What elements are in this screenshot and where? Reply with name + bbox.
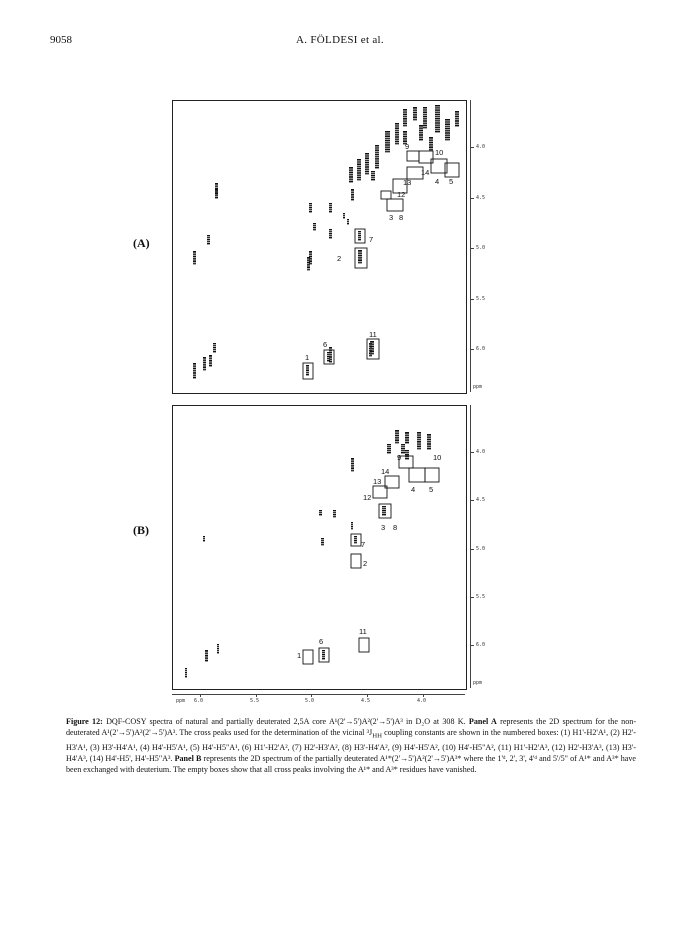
box-number: 7 (361, 540, 366, 549)
cross-peak (354, 536, 357, 543)
cross-peak (217, 644, 219, 653)
diagonal-peak (401, 444, 405, 453)
diagonal-peak (455, 111, 459, 126)
box-number: 4 (435, 177, 440, 186)
f1-tick-label: 5.0 (476, 245, 486, 251)
numbered-box (425, 468, 439, 482)
box-number: 3 (381, 523, 386, 532)
f2-axis-line (172, 694, 465, 695)
f1-tick-label: 6.0 (476, 642, 486, 648)
spectrum-panel-b (172, 405, 467, 690)
box-number: 12 (363, 493, 372, 502)
box-number: 8 (399, 213, 404, 222)
f1-tick (470, 452, 474, 453)
box-number: 10 (433, 453, 442, 462)
diagonal-peak (395, 430, 399, 443)
box-number: 14 (381, 467, 390, 476)
f2-tick-label: 4.0 (417, 698, 427, 704)
numbered-box (359, 638, 369, 652)
running-head: A. FÖLDESI et al. (296, 34, 384, 46)
f1-tick-label: 4.5 (476, 194, 486, 201)
box-number: 13 (403, 178, 412, 187)
panel-b-label: (B) (133, 523, 149, 537)
f1-unit-label: ppm (473, 680, 483, 686)
f1-tick-label: 4.5 (476, 497, 486, 504)
caption-text-1: DQF-COSY spectra of natural and partially deuterated 2,5A core A¹(2'→5')A²(2'→5')A³ in D₂O at 308 K. (106, 717, 466, 726)
box-number: 2 (337, 254, 342, 263)
box-number: 11 (359, 627, 367, 636)
diagonal-peak (435, 105, 440, 132)
cross-peak (347, 219, 349, 224)
box-number: 6 (319, 637, 324, 646)
diagonal-peak (403, 109, 407, 126)
f1-tick-label: 5.0 (476, 545, 486, 552)
f1-tick (470, 549, 474, 550)
diagonal-peak (423, 107, 427, 128)
box-number: 3 (389, 213, 394, 222)
page-number: 9058 (50, 34, 72, 46)
spectrum-b-plot (173, 406, 466, 689)
cross-peak (351, 189, 354, 200)
cross-peak (203, 536, 205, 541)
diagonal-peak (387, 444, 391, 453)
cross-peak (358, 231, 361, 240)
f2-tick (256, 694, 257, 697)
diagonal-peak (351, 458, 354, 471)
figure-caption (66, 716, 636, 776)
box-number: 2 (363, 559, 368, 568)
diagonal-peak (413, 107, 417, 120)
caption-figure-label: Figure 12: (66, 717, 103, 726)
f1-tick-label: 6.0 (476, 346, 486, 352)
cross-peak (309, 203, 312, 212)
box-number: 5 (449, 177, 454, 186)
panel-a-label: (A) (133, 236, 150, 250)
f1-tick (470, 645, 474, 646)
cross-peak (351, 522, 353, 529)
box-number: 5 (429, 485, 434, 494)
cross-peak (203, 357, 206, 370)
f2-tick (367, 694, 368, 697)
cross-peak (382, 506, 386, 515)
diagonal-peak (385, 131, 390, 152)
cross-peak (185, 668, 187, 677)
diagonal-peak (375, 145, 379, 168)
diagonal-peak (357, 159, 361, 180)
box-number: 4 (411, 485, 416, 494)
diagonal-peak (417, 432, 421, 449)
cross-peak (306, 365, 309, 375)
box-number: 9 (397, 453, 402, 462)
numbered-box (381, 191, 391, 199)
f2-tick-label: 5.5 (250, 698, 260, 704)
box-number: 13 (373, 477, 382, 486)
f2-tick-label: 4.5 (361, 698, 371, 704)
numbered-box (351, 554, 361, 568)
caption-panel-b-label: Panel B (174, 754, 202, 764)
cross-peak (205, 650, 208, 661)
diagonal-peak (405, 450, 409, 459)
diagonal-peak (427, 434, 431, 449)
box-number: 8 (393, 523, 398, 532)
f2-tick (200, 694, 201, 697)
box-number: 1 (297, 651, 302, 660)
numbered-box (303, 650, 313, 664)
caption-subscript: HH (372, 732, 382, 740)
caption-panel-a-label: Panel A (468, 717, 497, 726)
f1-tick-label: 4.0 (476, 144, 486, 150)
f1-unit-label: ppm (473, 384, 483, 390)
caption-text-2: represents the 2D spectrum for the non-deuterated A¹(2'→5')A²(2'→5')A³. The cross peaks used for the determination of the vicinal ³J (66, 717, 637, 738)
f1-tick (470, 349, 474, 350)
caption-text-3: coupling constants are shown in the numbered boxes: (1) H1'-H2'A¹, (2) H2'-H3'A¹, (3) H3'-H4'A¹, (4) H4'-H5'A¹, (5) H4'-H5"A¹, (6) H1'-H2'A², (7) H2'-H3'A², (8) H3'-H4'A², (9) H4'-H5'A², (10) H4'-H5"A², (11) H1'-H2'A³, (12) H2'-H3'A³, (13) H3'-H4'A³, (14) H4'-H5', H4'-H5"A³. (66, 728, 636, 764)
f1-tick-label: 4.0 (476, 449, 486, 455)
f2-tick (311, 694, 312, 697)
caption-text-4: represents the 2D spectrum of the partially deuterated A¹*(2'→5')A²(2'→5')A³* where the 1'ᵈ, 2', 3', 4'ᵈ and 5'/5" of A¹* and A³* have been exchanged with deuterium. The empty boxes show that all cross peaks involving the A¹* and A³* residues have vanished. (66, 754, 637, 775)
numbered-box (409, 468, 425, 482)
cross-peak (358, 250, 362, 263)
box-number: 9 (405, 142, 410, 151)
f2-unit-label: ppm (176, 698, 186, 704)
numbered-box (387, 199, 403, 211)
cross-peak (207, 235, 210, 244)
f1-tick (470, 597, 474, 598)
box-number: 6 (323, 340, 328, 349)
numbered-box (407, 151, 419, 161)
f1-tick-label: 5.5 (476, 593, 486, 600)
cross-peak (193, 363, 196, 378)
box-number: 14 (421, 168, 430, 177)
cross-peak (213, 343, 216, 352)
f1-tick (470, 500, 474, 501)
diagonal-peak (371, 171, 375, 180)
f2-tick (423, 694, 424, 697)
diagonal-peak (445, 119, 450, 140)
diagonal-peak (395, 123, 399, 144)
f1-tick (470, 248, 474, 249)
diagonal-peak (405, 432, 409, 443)
f1-tick-label: 5.5 (476, 295, 486, 302)
f2-tick-label: 5.0 (305, 698, 315, 704)
diagonal-peak (365, 153, 369, 174)
box-number: 7 (369, 235, 374, 244)
diagonal-peak (429, 137, 433, 150)
diagonal-peak (349, 167, 353, 182)
f1-tick (470, 147, 474, 148)
box-number: 12 (397, 190, 406, 199)
box-number: 10 (435, 148, 444, 157)
cross-peak (329, 203, 332, 212)
cross-peak (321, 538, 324, 545)
cross-peak (209, 355, 212, 366)
spectrum-a-plot (173, 101, 466, 393)
f1-tick (470, 198, 474, 199)
diagonal-peak (419, 125, 423, 140)
cross-peak (193, 251, 196, 264)
cross-peak (322, 650, 325, 659)
cross-peak (333, 510, 336, 517)
cross-peak (329, 229, 332, 238)
cross-peak (313, 223, 316, 230)
cross-peak (319, 510, 322, 515)
box-number: 1 (305, 353, 310, 362)
cross-peak (343, 213, 345, 218)
spectrum-panel-a (172, 100, 467, 394)
box-number: 11 (369, 330, 377, 339)
f1-tick (470, 299, 474, 300)
f2-tick-label: 6.0 (194, 698, 204, 704)
